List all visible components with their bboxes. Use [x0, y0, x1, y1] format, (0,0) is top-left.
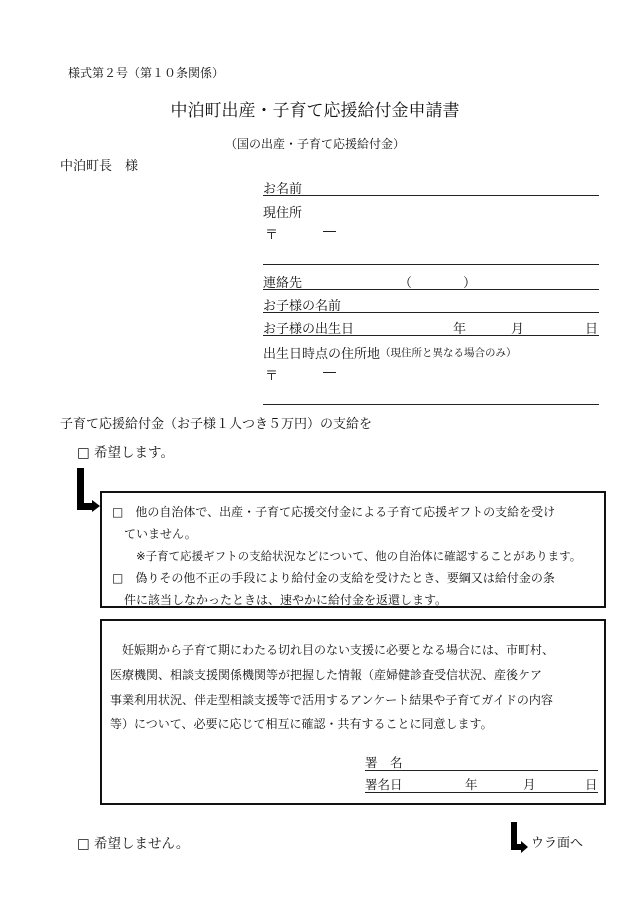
declaration-item-1-line-1[interactable]: □ 他の自治体で、出産・子育て応援交付金による子育て応援ギフトの支給を受け — [112, 505, 556, 519]
contact-paren-open: （ — [399, 276, 413, 291]
name-label: お名前 — [263, 182, 303, 197]
birth-year-label: 年 — [453, 322, 467, 337]
form-subtitle: （国の出産・子育て応援給付金） — [224, 137, 405, 151]
declaration-item-2-line-2: 件に該当しなかったときは、速やかに給付金を返還します。 — [124, 593, 448, 607]
signature-date-label: 署名日 — [365, 777, 403, 792]
address-underline — [263, 264, 599, 265]
birth-address-field[interactable] — [263, 342, 599, 360]
birth-month-label: 月 — [511, 322, 525, 337]
signature-day-label: 日 — [585, 777, 598, 792]
postal-mark: 〒 — [265, 228, 279, 243]
back-page-label: ウラ面へ — [531, 836, 584, 851]
child-name-field[interactable] — [263, 294, 599, 313]
birth-address-label: 出生日時点の住所地 — [263, 347, 381, 362]
form-number: 様式第２号（第１０条関係） — [68, 66, 225, 80]
birth-postal-mark: 〒 — [265, 369, 279, 384]
birth-address-note: （現住所と異なる場合のみ） — [380, 347, 517, 359]
postal-dash: ― — [323, 224, 336, 239]
child-birth-field[interactable] — [263, 317, 599, 336]
address-label: 現住所 — [263, 206, 303, 221]
declaration-box — [100, 491, 606, 608]
birth-postal-row[interactable] — [263, 364, 599, 382]
contact-field[interactable] — [263, 271, 599, 290]
consent-line-2: 医療機関、相談支援関係機関等が把握した情報（産婦健診査受信状況、産後ケア — [110, 668, 543, 682]
child-birth-label: お子様の出生日 — [263, 322, 355, 337]
form-title: 中泊町出産・子育て応援給付金申請書 — [170, 101, 460, 121]
consent-line-1: 妊娠期から子育て期にわたる切れ目のない支援に必要となる場合には、市町村、 — [122, 643, 555, 657]
consent-line-4: 等）について、必要に応じて相互に確認・共有することに同意します。 — [110, 717, 493, 731]
declaration-item-2-line-1[interactable]: □ 偽りその他不正の手段により給付金の支給を受けたとき、要綱又は給付金の条 — [112, 571, 555, 585]
signature-field[interactable] — [365, 752, 598, 771]
postal-row[interactable] — [263, 223, 599, 241]
child-name-label: お子様の名前 — [263, 299, 342, 314]
birth-address-underline — [263, 404, 599, 405]
signature-label: 署 名 — [365, 755, 403, 770]
signature-month-label: 月 — [523, 777, 536, 792]
name-field[interactable] — [263, 177, 599, 196]
consent-line-3: 事業利用状況、伴走型相談支援等で活用するアンケート結果や子育てガイドの内容 — [110, 693, 553, 707]
signature-year-label: 年 — [465, 777, 478, 792]
declaration-note: ※子育て応援ギフトの支給状況などについて、他の自治体に確認することがあります。 — [136, 549, 582, 563]
birth-postal-dash: ― — [323, 365, 336, 380]
contact-paren-close: ） — [463, 276, 477, 291]
payment-lead: 子育て応援給付金（お子様１人つき５万円）の支給を — [60, 417, 373, 432]
declaration-item-1-line-2: ていません。 — [124, 527, 197, 541]
birth-day-label: 日 — [585, 322, 599, 337]
addressee: 中泊町長 様 — [60, 159, 139, 174]
option-want[interactable]: □ 希望します。 — [77, 445, 174, 461]
contact-label: 連絡先 — [263, 276, 303, 291]
option-not-want[interactable]: □ 希望しません。 — [77, 836, 190, 852]
signature-date-field[interactable] — [365, 774, 598, 793]
address-field[interactable] — [263, 201, 599, 219]
